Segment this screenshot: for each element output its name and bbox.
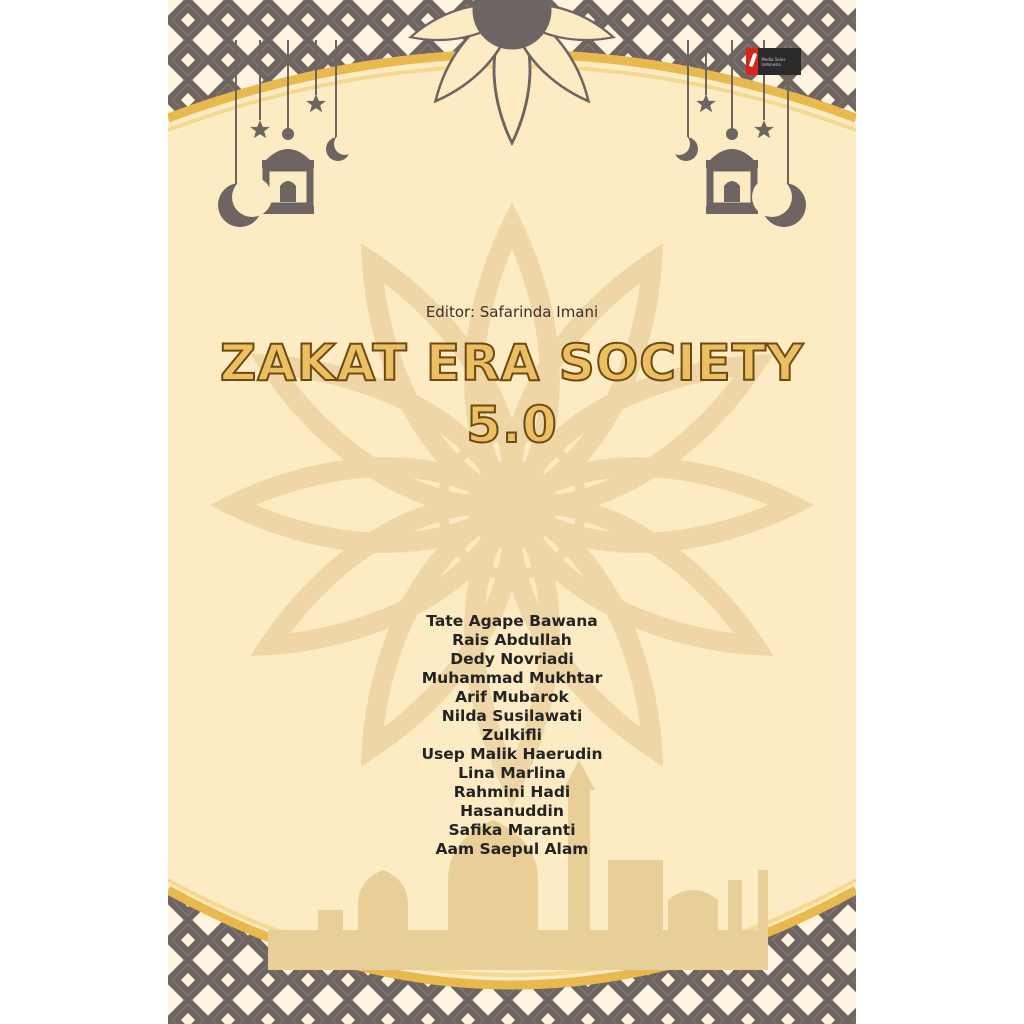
author-name: Lina Marlina (458, 764, 566, 782)
cover-artwork (168, 0, 856, 1024)
author-name: Aam Saepul Alam (435, 840, 589, 858)
pen-logo-icon (746, 48, 758, 75)
author-name: Hasanuddin (460, 802, 564, 820)
book-title-line-2: 5.0 (466, 396, 558, 454)
book-title-line-1: ZAKAT ERA SOCIETY (219, 334, 805, 392)
editor-credit: Editor: Safarinda Imani (425, 303, 599, 321)
author-list (168, 612, 856, 859)
author-name: Arif Mubarok (455, 688, 569, 706)
author-name: Zulkifli (481, 726, 542, 744)
author-name: Nilda Susilawati (441, 707, 583, 725)
author-name: Muhammad Mukhtar (421, 669, 603, 687)
crescent-moon-icon (218, 177, 272, 227)
book-title (168, 332, 856, 456)
star-icon (696, 94, 716, 112)
publisher-logo-text: Media Sains Indonesia (761, 56, 786, 67)
book-cover (168, 0, 856, 1024)
author-name: Dedy Novriadi (450, 650, 574, 668)
star-icon (754, 120, 774, 138)
author-name: Safika Maranti (448, 821, 576, 839)
star-icon (250, 120, 270, 138)
star-icon (306, 94, 326, 112)
publisher-logo (746, 48, 801, 75)
author-name: Usep Malik Haerudin (421, 745, 603, 763)
crescent-moon-icon (668, 133, 698, 161)
top-mandala-ornament (407, 0, 617, 143)
crescent-moon-icon (326, 133, 356, 161)
author-name: Tate Agape Bawana (426, 612, 598, 630)
crescent-moon-icon (752, 177, 806, 227)
author-name: Rais Abdullah (452, 631, 572, 649)
lantern-icon (706, 128, 758, 214)
author-name: Rahmini Hadi (453, 783, 571, 801)
